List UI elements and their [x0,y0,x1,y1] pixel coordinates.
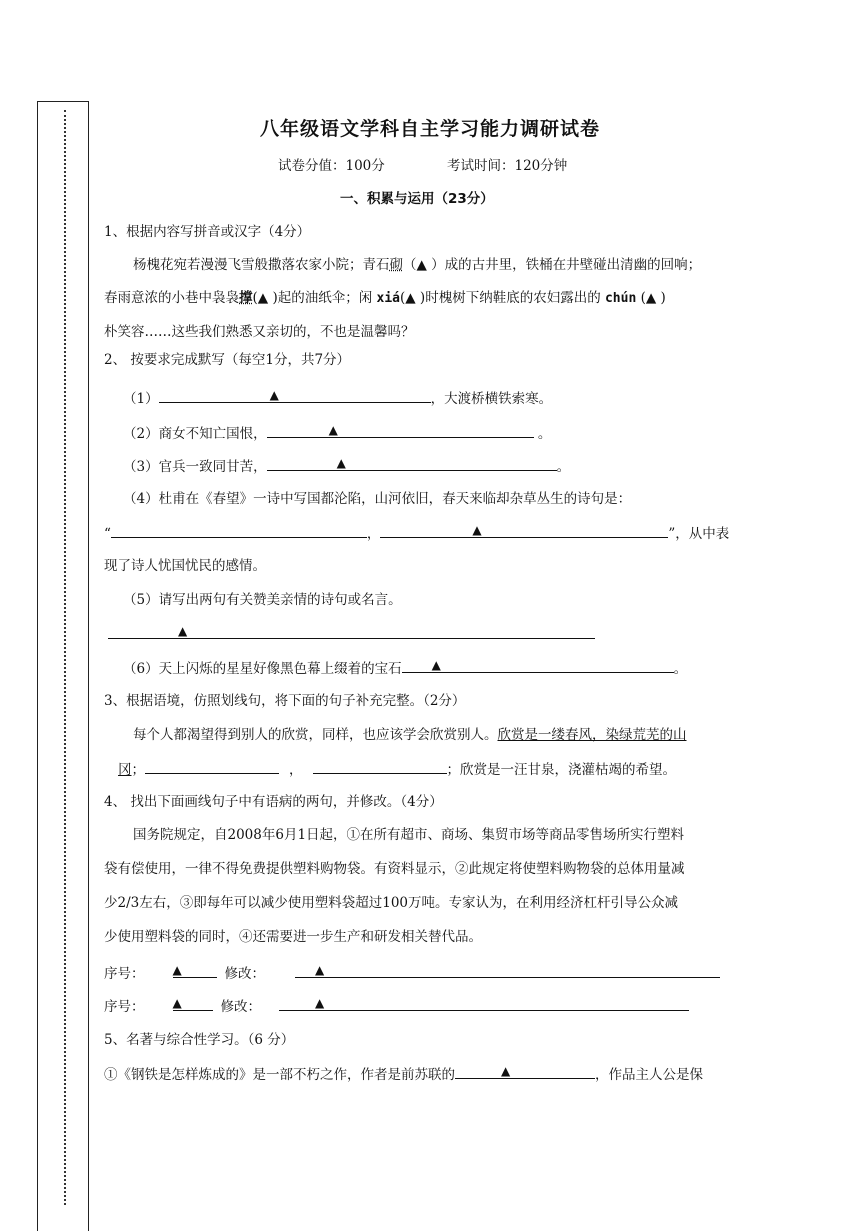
q3-text: 每个人都渴望得到别人的欣赏，同样，也应该学会欣赏别人。 [133,727,498,743]
q5-heading: 5、名著与综合性学习。（6 分） [104,1032,295,1048]
triangle-marker: ▲ [336,456,346,470]
q2-item4-line2 [104,522,729,544]
q3-line1 [133,725,687,745]
q5-line1 [104,1063,703,1085]
q2-item4-line1: （4）杜甫在《春望》一诗中写国都沦陷，山河依旧，春天来临却杂草丛生的诗句是： [123,491,632,507]
q4-line2: 袋有偿使用，一律不得免费提供塑料购物袋。有资料显示，②此规定将使塑料购物袋的总体用量减 [104,861,685,877]
answer-blank[interactable] [108,623,595,639]
answer-blank[interactable] [313,758,447,774]
q2-item2-end: 。 [533,426,552,442]
answer-blank[interactable] [267,455,557,471]
answer-blank[interactable] [402,657,674,673]
q1-line1 [133,255,701,275]
q1-line2 [104,288,666,309]
q2-item6-text: （6）天上闪烁的星星好像黑色幕上缀着的宝石 [123,661,402,677]
q1-char-qi: 砌 [389,257,403,273]
fix-label: 修改： [220,999,261,1015]
q1-text: （▲ ）成的古井里，铁桶在井壁碰出清幽的回响； [403,257,702,273]
time-info: 考试时间：120分钟 [447,158,568,174]
q2-item2 [123,422,551,444]
q2-item2-text: （2）商女不知亡国恨， [123,426,267,442]
q1-pinyin-chun: chún [604,291,637,306]
answer-blank[interactable] [173,995,213,1011]
answer-blank[interactable] [295,962,720,978]
q1-text: (▲ )时槐树下纳鞋底的农妇露出的 [399,290,605,306]
q2-item1-label: （1） [123,391,159,407]
comma: ， [289,762,303,778]
q1-heading: 1、根据内容写拼音或汉字（4分） [104,224,311,240]
answer-blank[interactable] [111,522,367,538]
seq-label: 序号： [104,966,145,982]
q1-line3: 朴笑容……这些我们熟悉又亲切的，不也是温馨吗？ [104,324,415,340]
triangle-marker: ▲ [472,523,482,537]
q1-text: 春雨意浓的小巷中袅袅 [104,290,239,306]
answer-blank[interactable] [145,758,279,774]
section-heading: 一、积累与运用（23分） [340,191,494,207]
q1-char-cheng: 撑 [239,290,253,306]
triangle-marker: ▲ [178,624,188,638]
fix-label: 修改： [224,966,265,982]
q1-text: (▲ )起的油纸伞；闲 [252,290,377,306]
answer-blank[interactable] [173,962,217,978]
q3-line2 [118,758,676,780]
q3-heading: 3、根据语境，仿照划线句，将下面的句子补充完整。（2分） [104,693,466,709]
score-info: 试卷分值：100分 [278,158,385,174]
comma: ， [366,526,381,542]
q4-line3: 少2/3左右，③即每年可以减少使用塑料袋超过100万吨。专家认为，在利用经济杠杆引导公众减 [104,895,678,911]
q1-text: (▲ ) [636,290,666,306]
q2-item1-text: ，大渡桥横铁索寒。 [430,391,553,407]
q4-line1: 国务院规定，自2008年6月1日起，①在所有超市、商场、集贸市场等商品零售场所实行塑料 [133,827,685,843]
q3-text: ；欣赏是一汪甘泉，浇灌枯竭的希望。 [446,762,676,778]
q5-text: ，作品主人公是保 [595,1067,703,1083]
answer-blank[interactable] [455,1063,595,1079]
q1-text: 杨槐花宛若漫漫飞雪般撒落农家小院；青石 [133,257,390,273]
q5-text: ①《钢铁是怎样炼成的》是一部不朽之作，作者是前苏联的 [104,1067,455,1083]
q2-item4-text: ”，从中表 [668,526,730,542]
q4-answer-row1 [104,962,720,984]
triangle-marker: ▲ [172,996,182,1010]
q3-model-sentence: 欣赏是一缕春风，染绿荒芜的山 [497,727,687,743]
triangle-marker: ▲ [315,996,325,1010]
q2-item3-end: 。 [556,459,571,475]
q2-item3-text: （3）官兵一致同甘苦， [123,459,267,475]
answer-blank[interactable] [380,522,668,538]
q4-heading: 4、 找出下面画线句子中有语病的两句，并修改。（4分） [104,794,443,810]
quote-open: “ [104,526,111,542]
q3-model-sentence-end: 冈 [118,762,132,778]
semicolon: ； [131,762,145,778]
seq-label: 序号： [104,999,145,1015]
answer-blank[interactable] [279,995,689,1011]
q2-item6 [123,657,687,679]
triangle-marker: ▲ [269,388,279,402]
q2-item1 [123,387,552,409]
q2-item5: （5）请写出两句有关赞美亲情的诗句或名言。 [123,592,402,608]
q2-item6-end: 。 [673,661,688,677]
q1-pinyin-xia: xiá [376,291,400,306]
triangle-marker: ▲ [431,658,441,672]
q4-line4: 少使用塑料袋的同时，④还需要进一步生产和研发相关替代品。 [104,929,482,945]
exam-title: 八年级语文学科自主学习能力调研试卷 [259,118,600,140]
answer-blank[interactable] [159,387,431,403]
triangle-marker: ▲ [172,963,182,977]
q2-heading: 2、 按要求完成默写（每空1分，共7分） [104,352,351,368]
triangle-marker: ▲ [501,1064,511,1078]
q2-item3 [123,455,570,477]
triangle-marker: ▲ [328,423,338,437]
answer-blank[interactable] [267,422,534,438]
q4-answer-row2 [104,995,689,1017]
triangle-marker: ▲ [315,963,325,977]
q2-item4-line3: 现了诗人忧国忧民的感情。 [104,558,266,574]
q2-item5-answer [108,623,595,645]
